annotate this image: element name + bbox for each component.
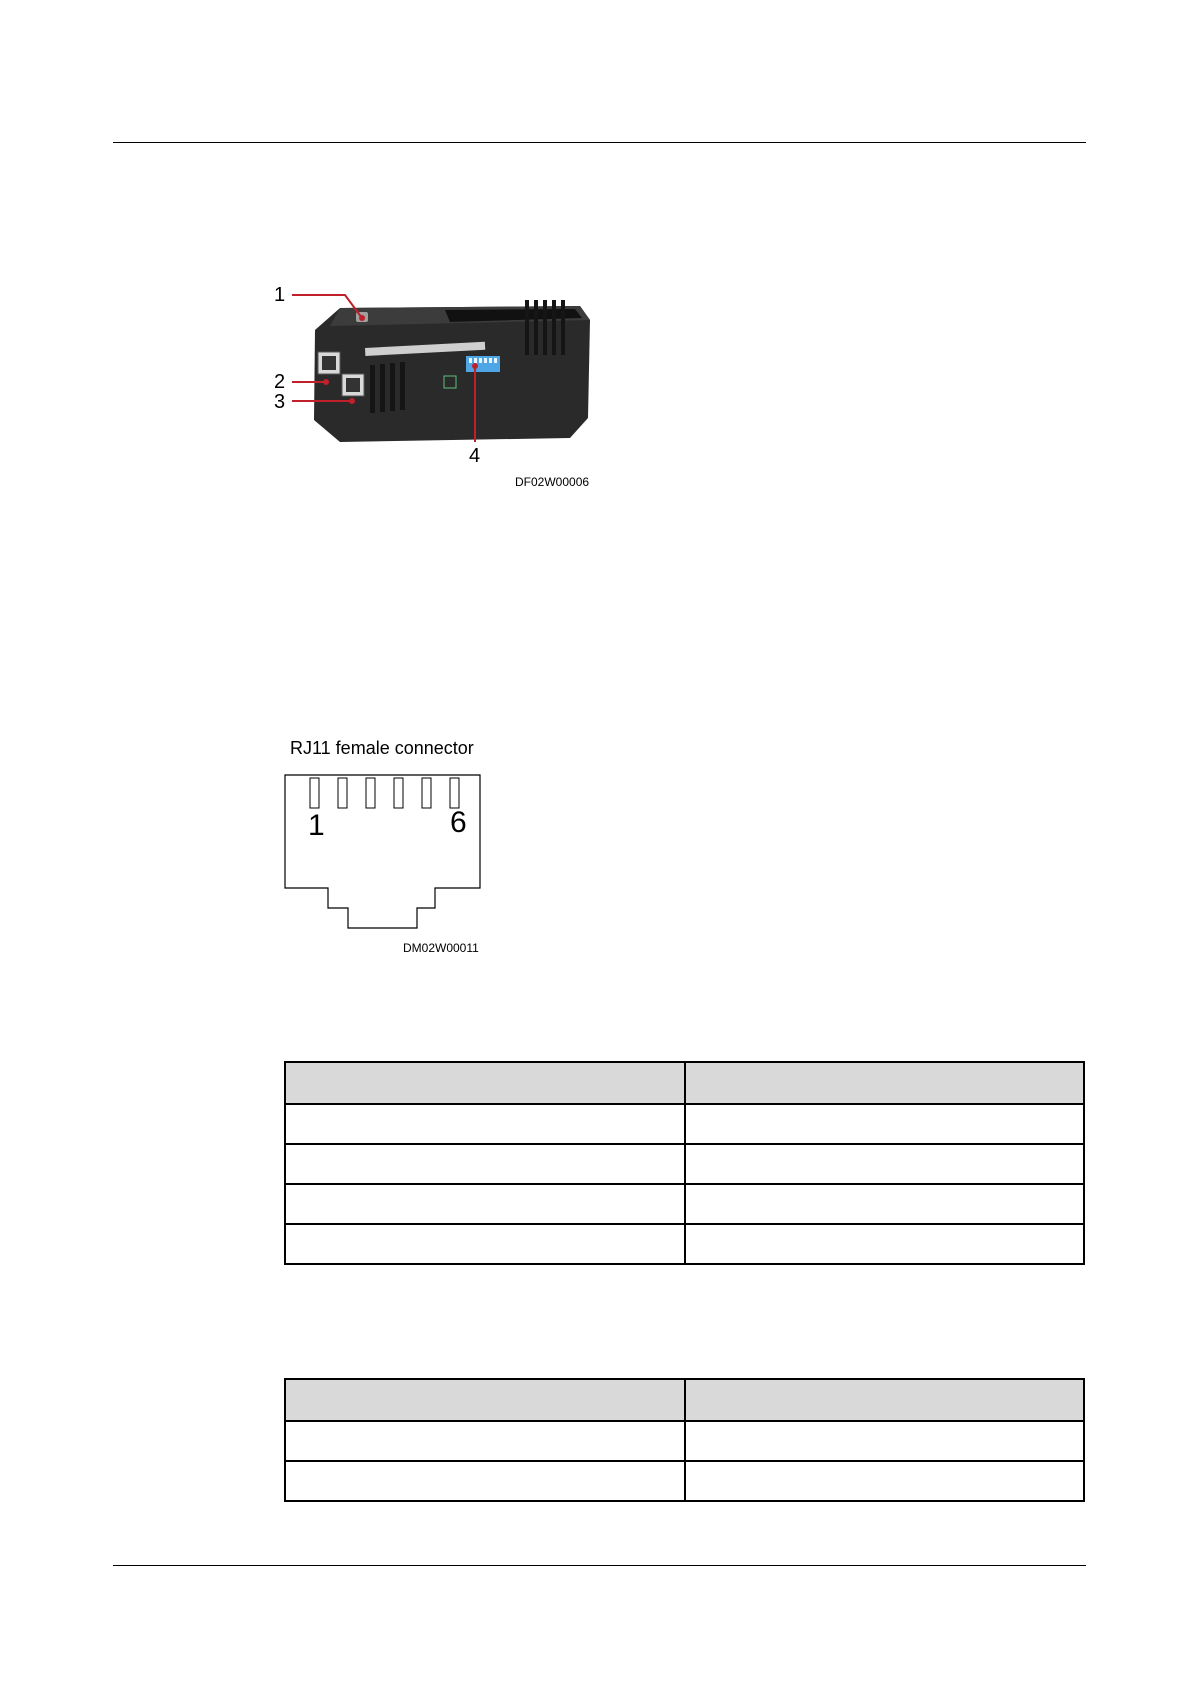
connector-pin [310, 778, 319, 808]
callout-dot-4 [472, 363, 478, 369]
table-cell [285, 1379, 685, 1421]
connector-pin [450, 778, 459, 808]
connector-pin [338, 778, 347, 808]
table-row [285, 1184, 1084, 1224]
callout-dot-1 [359, 315, 365, 321]
table-cell [685, 1104, 1085, 1144]
connector-pins [310, 778, 459, 808]
pin-label-first: 1 [308, 809, 325, 842]
callout-dot-3 [349, 398, 355, 404]
figure-code: DM02W00011 [403, 941, 479, 955]
port-2-socket [322, 356, 336, 370]
callout-dot-2 [323, 379, 329, 385]
table-row [285, 1461, 1084, 1501]
table-cell [685, 1062, 1085, 1104]
table-header-row [285, 1062, 1084, 1104]
table-cell [285, 1421, 685, 1461]
callout-4: 4 [469, 445, 481, 467]
table-cell [285, 1184, 685, 1224]
table-cell [285, 1224, 685, 1264]
callout-3: 3 [274, 391, 286, 413]
callout-1: 1 [274, 284, 286, 306]
device-illustration [270, 270, 610, 495]
table-row [285, 1104, 1084, 1144]
connector-pin [366, 778, 375, 808]
table-cell [685, 1461, 1085, 1501]
table-header-row [285, 1379, 1084, 1421]
callout-2: 2 [274, 371, 286, 393]
table-row [285, 1224, 1084, 1264]
table-row [285, 1144, 1084, 1184]
footer-rule [113, 1565, 1086, 1566]
table-cell [285, 1104, 685, 1144]
device-figure [270, 270, 610, 495]
pin-label-last: 6 [450, 806, 467, 839]
rj11-diagram [280, 730, 500, 960]
connector-pin [394, 778, 403, 808]
connector-outline [285, 775, 480, 928]
table-2 [284, 1378, 1085, 1502]
table-cell [685, 1144, 1085, 1184]
figure-code: DF02W00006 [515, 475, 590, 489]
table-row [285, 1421, 1084, 1461]
rj11-caption: RJ11 female connector [290, 738, 474, 758]
table-cell [685, 1224, 1085, 1264]
table-cell [685, 1379, 1085, 1421]
table-cell [285, 1144, 685, 1184]
table-1 [284, 1061, 1085, 1265]
table-cell [285, 1062, 685, 1104]
port-3-socket [346, 378, 360, 392]
table-cell [685, 1421, 1085, 1461]
rj11-figure [280, 730, 500, 960]
table-cell [285, 1461, 685, 1501]
header-rule [113, 142, 1086, 143]
connector-pin [422, 778, 431, 808]
table-cell [685, 1184, 1085, 1224]
